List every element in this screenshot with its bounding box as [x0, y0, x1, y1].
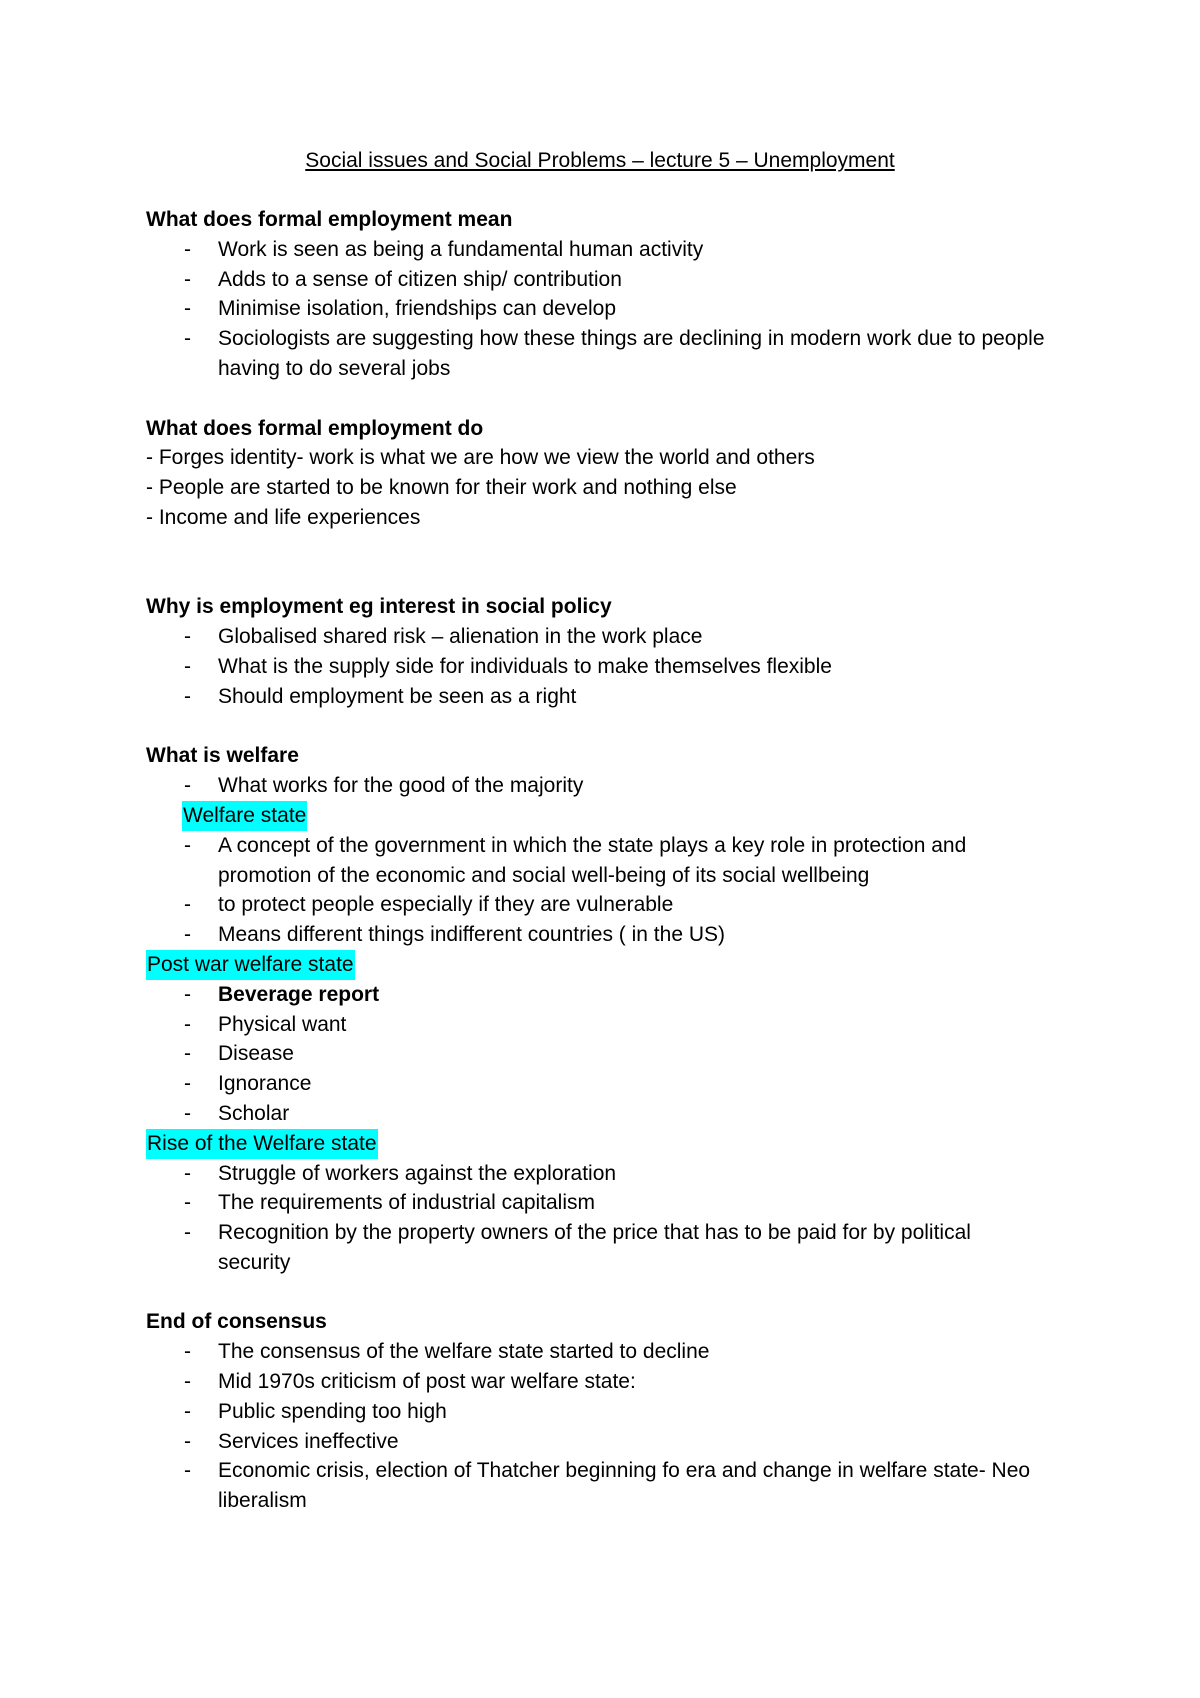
section-heading: Why is employment eg interest in social policy	[146, 595, 612, 619]
list-item: - People are started to be known for their work and nothing else	[146, 476, 737, 500]
document-body	[146, 205, 1046, 1516]
list-item: - Physical want	[184, 1012, 347, 1036]
list-item: - Forges identity- work is what we are how we view the world and others	[146, 446, 815, 470]
section-heading: What does formal employment do	[146, 416, 484, 440]
list-item: - Minimise isolation, friendships can develop	[184, 297, 617, 321]
list-item: - Should employment be seen as a right	[184, 684, 577, 708]
subheading-rise	[146, 1129, 1046, 1159]
highlighted-label: Welfare state	[182, 801, 307, 831]
list-item: - Income and life experiences	[146, 505, 421, 529]
list-item: - Economic crisis, election of Thatcher beginning fo era and change in welfare state- Neo liberalism	[184, 1459, 1031, 1513]
document-title: Social issues and Social Problems – lecture 5 – Unemployment	[305, 149, 895, 172]
highlighted-label: Post war welfare state	[146, 950, 355, 980]
list-item: - Sociologists are suggesting how these things are declining in modern work due to people having to do several jobs	[184, 327, 1045, 380]
list-item: - Disease	[184, 1042, 294, 1066]
list-item: - A concept of the government in which the state plays a key role in protection and promotion of the economic and social well-being of its social wellbeing	[184, 833, 967, 887]
list-item: - Public spending too high	[184, 1399, 447, 1423]
list-item: - Work is seen as being a fundamental human activity	[184, 237, 704, 261]
list-item: - to protect people especially if they are vulnerable	[184, 893, 674, 917]
list-item: - The requirements of industrial capitalism	[184, 1191, 595, 1215]
section-heading: End of consensus	[146, 1310, 327, 1334]
list-item: - Means different things indifferent countries ( in the US)	[184, 923, 725, 947]
list-item: - What works for the good of the majority	[184, 774, 584, 798]
list-item: - Beverage report	[184, 982, 380, 1006]
highlighted-label: Rise of the Welfare state	[146, 1129, 378, 1159]
list-item: - Adds to a sense of citizen ship/ contribution	[184, 267, 622, 291]
list-item: - Services ineffective	[184, 1429, 399, 1453]
subheading-post-war	[146, 950, 1046, 980]
list-item: - Globalised shared risk – alienation in the work place	[184, 625, 703, 649]
list-item: - What is the supply side for individuals to make themselves flexible	[184, 654, 832, 678]
list-item: - Ignorance	[184, 1072, 312, 1096]
subheading-welfare-state	[146, 801, 1046, 831]
list-item: - Mid 1970s criticism of post war welfare state:	[184, 1370, 636, 1394]
section-heading: What does formal employment mean	[146, 208, 513, 231]
section-heading: What is welfare	[146, 744, 299, 768]
list-item: - Recognition by the property owners of the price that has to be paid for by political security	[184, 1221, 971, 1274]
list-item: - Scholar	[184, 1101, 290, 1125]
list-item: - Struggle of workers against the exploration	[184, 1161, 617, 1185]
list-item: - The consensus of the welfare state started to decline	[184, 1340, 710, 1364]
